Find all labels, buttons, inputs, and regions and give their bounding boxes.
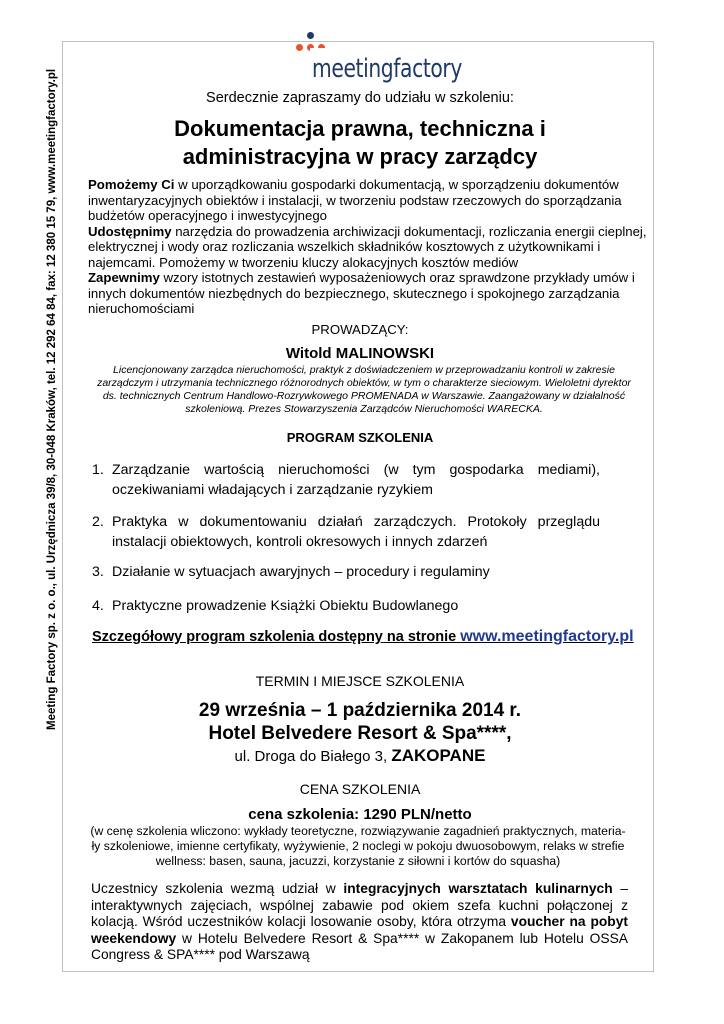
trainer-label: PROWADZĄCY: (311, 322, 409, 337)
desc-lead-1: Pomożemy Ci (88, 177, 175, 192)
workshop-text-3: w Hotelu Belvedere Resort & Spa**** w Zakopanem lub Hotelu OSSA Congress & SPA**** pod Warszawą (91, 930, 628, 962)
program-item-number: 2. (92, 514, 104, 530)
program-item-text: Zarządzanie wartością nieruchomości (w tym gospodarka mediami), oczekiwaniami władających i zarządzanie ryzykiem (112, 462, 600, 498)
company-contact-sidebar: Meeting Factory sp. z o. o., ul. Urzędnicza 39/8, 30-048 Kraków, tel. 12 292 64 84, fax: 12 380 15 79, www.meetingfactory.pl (46, 68, 58, 730)
training-price: cena szkolenia: 1290 PLN/netto (248, 806, 472, 823)
desc-lead-3: Zapewnimy (88, 270, 160, 285)
program-item-text: Praktyczne prowadzenie Książki Obiektu Budowlanego (112, 598, 459, 614)
title-line-2: administracyjna w pracy zarządcy (182, 144, 538, 169)
program-item (92, 512, 600, 552)
intro-text: Serdecznie zapraszamy do udziału w szkoleniu: (206, 90, 514, 106)
program-item (92, 562, 600, 582)
title-line-1: Dokumentacja prawna, techniczna i (174, 116, 546, 141)
workshop-text-2: – interaktywnych zajęciach, wspólnej zabawie pod okiem szefa kuchni połączonej z kolacją. Wśród uczestników kolacji losowanie osoby, która otrzyma (91, 881, 628, 929)
trainer-bio: Licencjonowany zarządca nieruchomości, praktyk z doświadczeniem w przeprowadzaniu kontroli w zakresie zarządczym i utrzymania technicznego różnorodnych obiektów, w tym o charakterze sieciowym. Wieloletni dyrektor ds. technicznych Centrum Handlowo-Rozrywkowego PROMENADA w Warszawie. Zaangażowany w działalność szkoleniową. Prezes Stowarzyszenia Zarządców Nieruchomości WARECKA. (97, 364, 631, 415)
workshop-highlight-2: voucher na pobyt weekendowy (91, 914, 628, 946)
workshop-text-1: Uczestnicy szkolenia wezmą udział w (91, 881, 344, 896)
workshop-highlight-1: integracyjnych warsztatach kulinarnych (343, 881, 613, 896)
training-title (70, 115, 650, 171)
desc-text-1: w uporządkowaniu gospodarki dokumentacją, w sporządzeniu dokumentów inwentaryzacyjnych obiektów i instalacji, w tworzeniu podstaw rzeczowych do sporządzania budżetów operacyjnego i inwestycyjnego (88, 177, 622, 223)
trainer-name: Witold MALINOWSKI (285, 345, 435, 362)
workshop-info (91, 881, 628, 964)
logo-text: meetingfactory (312, 54, 462, 84)
desc-lead-2: Udostępnimy (88, 223, 172, 239)
program-heading: PROGRAM SZKOLENIA (286, 430, 434, 445)
date-location-heading: TERMIN I MIEJSCE SZKOLENIA (255, 673, 465, 689)
program-item (92, 460, 600, 500)
training-date: 29 września – 1 października 2014 r. (198, 700, 522, 721)
city-name: ZAKOPANE (391, 746, 486, 765)
street-address: ul. Droga do Białego 3, (234, 748, 388, 765)
desc-text-3: wzory istotnych zestawień wyposażeniowych oraz sprawdzone przykłady umów i innych dokumentów niezbędnych do bezpiecznego, skutecznego i spokojnego zarządzania nieruchomościami (88, 270, 635, 316)
price-includes: (w cenę szkolenia wliczono: wykłady teoretyczne, rozwiązywanie zagadnień praktycznych, materia- ły szkoleniowe, imienne certyfikaty, wyżywienie, 2 noclegi w pokoju dwuosobowym, relaks w strefie wellness: basen, sauna, jacuzzi, korzystanie z siłowni i kortów do squasha) (90, 824, 626, 868)
logo-dot (307, 32, 314, 39)
program-item-number: 3. (92, 564, 104, 580)
program-details-line[interactable] (92, 628, 634, 646)
program-item-number: 1. (92, 462, 104, 478)
meetingfactory-logo (288, 30, 462, 86)
program-item-text: Praktyka w dokumentowaniu działań zarządczych. Protokoły przeglądu instalacji obiektowych, kontroli okresowych i innych zdarzeń (112, 514, 600, 550)
program-item-text: Działanie w sytuacjach awaryjnych – procedury i regulaminy (112, 564, 490, 580)
logo-dot (296, 44, 303, 51)
program-item (92, 596, 600, 616)
hotel-address (70, 746, 650, 766)
program-item-number: 4. (92, 598, 104, 614)
website-link[interactable]: www.meetingfactory.pl (460, 628, 634, 645)
price-heading: CENA SZKOLENIA (299, 781, 421, 797)
training-description (88, 177, 648, 317)
desc-text-2: narzędzia do prowadzenia archiwizacji dokumentacji, rozliczania energii cieplnej, elektrycznej i wody oraz rozliczania wszelkich składników kosztowych z użytkownikami i najemcami. Pomożemy w tworzeniu kluczy alokacyjnych kosztów mediów (88, 223, 647, 270)
hotel-name: Hotel Belvedere Resort & Spa****, (208, 723, 512, 744)
program-details-text: Szczegółowy program szkolenia dostępny na stronie (92, 629, 457, 645)
